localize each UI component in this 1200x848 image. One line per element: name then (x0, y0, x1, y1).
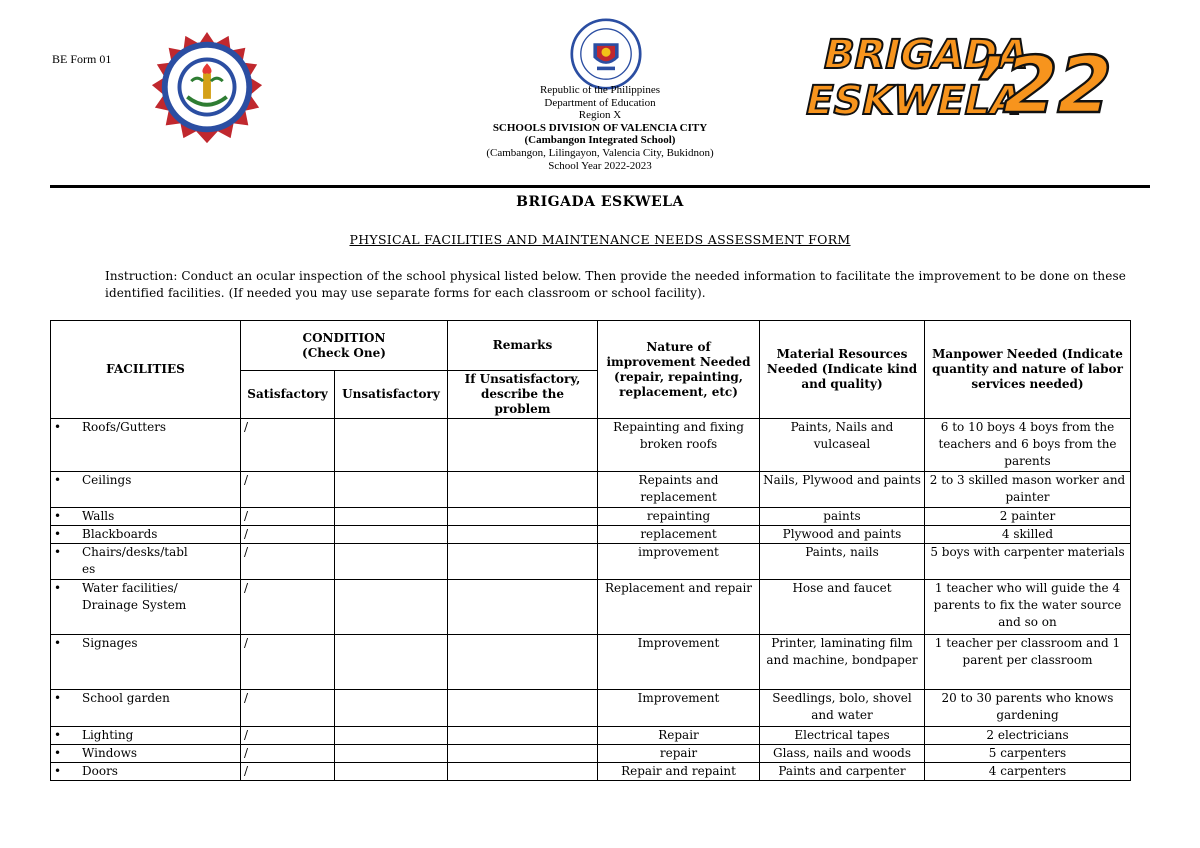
nature-cell: Repair and repaint (598, 763, 760, 781)
nature-cell: Replacement and repair (598, 580, 760, 635)
nature-cell: Repair (598, 727, 760, 745)
svg-text:BRIGADA: BRIGADA (818, 30, 1034, 78)
remarks-cell[interactable] (448, 472, 598, 508)
unsatisfactory-cell[interactable] (335, 580, 448, 635)
manpower-cell: 4 skilled (925, 526, 1131, 544)
satisfactory-cell[interactable]: / (241, 580, 335, 635)
facility-cell (51, 544, 241, 580)
satisfactory-cell[interactable]: / (241, 472, 335, 508)
header-line-division: SCHOOLS DIVISION OF VALENCIA CITY (492, 121, 708, 134)
form-number: BE Form 01 (52, 52, 112, 66)
unsatisfactory-cell[interactable] (335, 635, 448, 690)
unsatisfactory-cell[interactable] (335, 419, 448, 472)
manpower-cell: 1 teacher per classroom and 1 parent per classroom (925, 635, 1131, 690)
facility-name: Windows (82, 746, 138, 760)
nature-cell: Repainting and fixing broken roofs (598, 419, 760, 472)
satisfactory-cell[interactable]: / (241, 745, 335, 763)
nature-cell: Repaints and replacement (598, 472, 760, 508)
facility-cell (51, 727, 241, 745)
bullet-icon: • (54, 545, 62, 559)
remarks-cell[interactable] (448, 727, 598, 745)
table-row (51, 526, 1131, 544)
facility-name: Signages (82, 636, 138, 650)
nature-cell: replacement (598, 526, 760, 544)
header-remarks-sub: If Unsatisfactory, describe the problem (448, 371, 598, 419)
manpower-cell: 1 teacher who will guide the 4 parents to fix the water source and so on (925, 580, 1131, 635)
remarks-cell[interactable] (448, 690, 598, 727)
deped-seal-logo (570, 18, 642, 90)
bullet-icon: • (54, 473, 62, 487)
manpower-cell: 20 to 30 parents who knows gardening (925, 690, 1131, 727)
facility-name: Doors (82, 764, 118, 778)
header-facilities: FACILITIES (51, 321, 241, 419)
table-row (51, 508, 1131, 526)
material-cell: Paints, nails (760, 544, 925, 580)
remarks-cell[interactable] (448, 419, 598, 472)
instruction-text: Instruction: Conduct an ocular inspection of the school physical listed below. Then provide the needed information to facilitate the improvement to be done on these identified facilities. (If needed you may use separate forms for each classroom or school facility). (105, 269, 1126, 300)
unsatisfactory-cell[interactable] (335, 690, 448, 727)
bullet-icon: • (54, 509, 62, 523)
header-line-school: (Cambangon Integrated School) (524, 134, 676, 147)
table-row (51, 635, 1131, 690)
remarks-cell[interactable] (448, 763, 598, 781)
facility-cell (51, 580, 241, 635)
facility-name: Walls (82, 509, 115, 523)
facility-cell (51, 763, 241, 781)
header-manpower: Manpower Needed (Indicate quantity and nature of labor services needed) (925, 321, 1131, 419)
header-condition (241, 321, 448, 371)
unsatisfactory-cell[interactable] (335, 763, 448, 781)
table-row (51, 419, 1131, 472)
remarks-cell[interactable] (448, 745, 598, 763)
remarks-cell[interactable] (448, 580, 598, 635)
remarks-cell[interactable] (448, 508, 598, 526)
satisfactory-cell[interactable]: / (241, 508, 335, 526)
remarks-cell[interactable] (448, 544, 598, 580)
unsatisfactory-cell[interactable] (335, 508, 448, 526)
manpower-cell: 2 to 3 skilled mason worker and painter (925, 472, 1131, 508)
facility-name: Lighting (82, 728, 134, 742)
facility-cell (51, 472, 241, 508)
table-row (51, 763, 1131, 781)
material-cell: Paints, Nails and vulcaseal (760, 419, 925, 472)
facility-cell (51, 690, 241, 727)
bullet-icon: • (54, 581, 62, 595)
svg-text:’22: ’22 (963, 39, 1122, 131)
facility-cell (51, 635, 241, 690)
manpower-cell: 5 boys with carpenter materials (925, 544, 1131, 580)
nature-cell: Improvement (598, 635, 760, 690)
facility-name: Water facilities/ Drainage System (82, 581, 187, 612)
bullet-icon: • (54, 746, 62, 760)
header-remarks: Remarks (448, 321, 598, 371)
table-row (51, 544, 1131, 580)
unsatisfactory-cell[interactable] (335, 745, 448, 763)
table-row (51, 472, 1131, 508)
satisfactory-cell[interactable]: / (241, 690, 335, 727)
facility-name: School garden (82, 691, 170, 705)
header-divider (50, 185, 1150, 188)
material-cell: Plywood and paints (760, 526, 925, 544)
material-cell: Seedlings, bolo, shovel and water (760, 690, 925, 727)
material-cell: Nails, Plywood and paints (760, 472, 925, 508)
unsatisfactory-cell[interactable] (335, 727, 448, 745)
bullet-icon: • (54, 728, 62, 742)
unsatisfactory-cell[interactable] (335, 526, 448, 544)
bullet-icon: • (54, 420, 62, 434)
satisfactory-cell[interactable]: / (241, 544, 335, 580)
satisfactory-cell[interactable]: / (241, 419, 335, 472)
assessment-table (50, 320, 1131, 781)
bullet-icon: • (54, 527, 62, 541)
material-cell: Electrical tapes (760, 727, 925, 745)
manpower-cell: 4 carpenters (925, 763, 1131, 781)
manpower-cell: 6 to 10 boys 4 boys from the teachers and 6 boys from the parents (925, 419, 1131, 472)
satisfactory-cell[interactable]: / (241, 635, 335, 690)
header-material: Material Resources Needed (Indicate kind and quality) (760, 321, 925, 419)
header-line-address: (Cambangon, Lilingayon, Valencia City, Bukidnon) (486, 146, 714, 159)
facility-name: Roofs/Gutters (82, 420, 167, 434)
material-cell: Hose and faucet (760, 580, 925, 635)
table-row (51, 580, 1131, 635)
form-subtitle: PHYSICAL FACILITIES AND MAINTENANCE NEEDS ASSESSMENT FORM (349, 232, 851, 247)
satisfactory-cell[interactable]: / (241, 526, 335, 544)
page-title: BRIGADA ESKWELA (516, 194, 684, 210)
material-cell: paints (760, 508, 925, 526)
bullet-icon: • (54, 691, 62, 705)
facility-name: Chairs/desks/tables (82, 545, 188, 576)
table-body (51, 419, 1131, 781)
bullet-icon: • (54, 764, 62, 778)
svg-text:ESKWELA: ESKWELA (801, 76, 1027, 124)
header-nature: Nature of improvement Needed (repair, repainting, replacement, etc) (598, 321, 760, 419)
bullet-icon: • (54, 636, 62, 650)
nature-cell: repainting (598, 508, 760, 526)
table-row (51, 690, 1131, 727)
unsatisfactory-cell[interactable] (335, 544, 448, 580)
header-condition-text: CONDITION (Check One) (302, 330, 386, 360)
header-line-republic: Republic of the Philippines (539, 84, 661, 96)
manpower-cell: 2 painter (925, 508, 1131, 526)
header-line-department: Department of Education (544, 96, 656, 109)
satisfactory-cell[interactable]: / (241, 727, 335, 745)
nature-cell: repair (598, 745, 760, 763)
letterhead (0, 84, 1200, 172)
header-line-school-year: School Year 2022-2023 (548, 159, 652, 172)
manpower-cell: 2 electricians (925, 727, 1131, 745)
nature-cell: Improvement (598, 690, 760, 727)
facility-name: Blackboards (82, 527, 158, 541)
table-row (51, 745, 1131, 763)
header-unsatisfactory: Unsatisfactory (335, 371, 448, 419)
manpower-cell: 5 carpenters (925, 745, 1131, 763)
material-cell: Printer, laminating film and machine, bondpaper (760, 635, 925, 690)
facility-cell (51, 745, 241, 763)
facility-cell (51, 419, 241, 472)
remarks-cell[interactable] (448, 635, 598, 690)
header-satisfactory: Satisfactory (241, 371, 335, 419)
remarks-cell[interactable] (448, 526, 598, 544)
nature-cell: improvement (598, 544, 760, 580)
facility-name: Ceilings (82, 473, 132, 487)
table-row (51, 727, 1131, 745)
facility-cell (51, 526, 241, 544)
material-cell: Paints and carpenter (760, 763, 925, 781)
unsatisfactory-cell[interactable] (335, 472, 448, 508)
facility-cell (51, 508, 241, 526)
header-line-region: Region X (578, 109, 622, 122)
material-cell: Glass, nails and woods (760, 745, 925, 763)
satisfactory-cell[interactable]: / (241, 763, 335, 781)
